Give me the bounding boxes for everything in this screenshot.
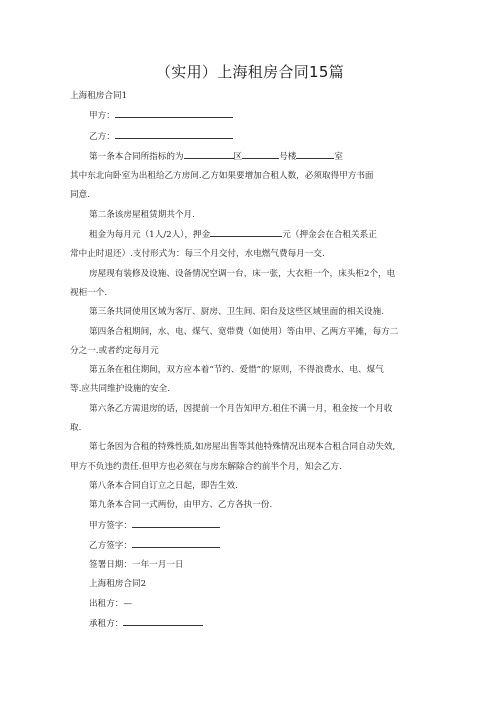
party-b-signature-label: 乙方签字： xyxy=(89,540,132,551)
article-1-body: 其中东北向卧室为出租给乙方房间.乙方如果要增加合租人数，必须取得甲方书面 xyxy=(70,171,374,182)
article-6-end: 取. xyxy=(70,423,82,434)
facilities-line: 房屋现有装修及设施、设备情况空调一台，床一张，大衣柜一个，床头柜2个，电 xyxy=(89,268,396,279)
deposit-blank xyxy=(210,225,282,237)
party-b-signature-line xyxy=(70,536,440,556)
document-title: （实用）上海租房合同15篇 xyxy=(156,63,344,81)
building-blank xyxy=(242,147,279,159)
lessor-line: 出租方：— xyxy=(89,598,132,609)
deposit-text: 元（押金会在合租关系正 xyxy=(282,230,377,241)
lessee-blank xyxy=(123,614,203,626)
party-a-label: 甲方： xyxy=(89,111,115,122)
article-5-end: 等.应共同维护设施的安全. xyxy=(70,384,170,395)
room-blank xyxy=(296,147,334,159)
facilities-line-end: 视柜一个. xyxy=(70,287,108,298)
party-b-label: 乙方： xyxy=(89,131,115,142)
party-a-blank xyxy=(115,106,233,118)
party-b-signature-blank xyxy=(132,536,220,548)
document-body xyxy=(70,87,440,634)
article-4: 第四条合租期间，水、电、煤气、宽带费（如使用）等由甲、乙两方平摊，每方二 xyxy=(89,326,399,337)
building-label: 号楼 xyxy=(279,151,297,162)
room-label: 室 xyxy=(334,151,343,162)
rent-payment-terms: 常中止时退还）.支付形式为：每三个月交付，水电燃气费每月一交. xyxy=(70,249,325,260)
contract-2-heading: 上海租房合同2 xyxy=(89,579,147,590)
article-3: 第三条共同使用区域为客厅、厨房、卫生间、阳台及这些区域里面的相关设施. xyxy=(89,307,384,318)
party-b-line xyxy=(70,127,440,147)
lessee-line xyxy=(70,614,440,634)
district-blank xyxy=(184,147,234,159)
district-label: 区 xyxy=(233,151,243,162)
article-7-end: 甲方不负违约责任.但甲方也必须在与房东解除合约前半个月，知会乙方. xyxy=(70,461,342,472)
article-5: 第五条在租住期间，双方应本着“节约、爱惜”的'原则，不得浪费水、电、煤气 xyxy=(89,365,384,376)
article-2: 第二条该房屋租赁期共个月. xyxy=(89,209,195,220)
article-8: 第八条本合同自订立之日起，即告生效. xyxy=(89,480,238,491)
article-1-body-end: 同意. xyxy=(70,190,90,201)
party-b-blank xyxy=(115,127,233,139)
article-1-prefix: 第一条本合同所指标的为 xyxy=(89,151,184,162)
article-6: 第六条乙方需退房的话，因提前一个月告知甲方.租住不满一月，租金按一个月收 xyxy=(89,403,393,414)
article-4-end: 分之一.或者约定每月元 xyxy=(70,345,159,356)
party-a-line xyxy=(70,106,440,126)
party-a-signature-label: 甲方签字： xyxy=(89,520,132,531)
article-1-line xyxy=(70,147,440,167)
article-7: 第七条因为合租的特殊性质,如房屋出售等其他特殊情况出现本合租合同自动失效, xyxy=(89,442,396,453)
party-a-signature-blank xyxy=(132,516,220,528)
rent-text: 租金为每月元（1人/2人），押金 xyxy=(89,230,211,241)
party-a-signature-line xyxy=(70,516,440,536)
rent-line xyxy=(70,225,440,245)
lessee-label: 承租方： xyxy=(89,619,124,630)
contract-1-heading: 上海租房合同1 xyxy=(70,91,128,101)
signing-date: 签署日期：一年一月一日 xyxy=(89,560,184,571)
article-9: 第九条本合同一式两份，由甲方、乙方各执一份. xyxy=(89,500,273,511)
